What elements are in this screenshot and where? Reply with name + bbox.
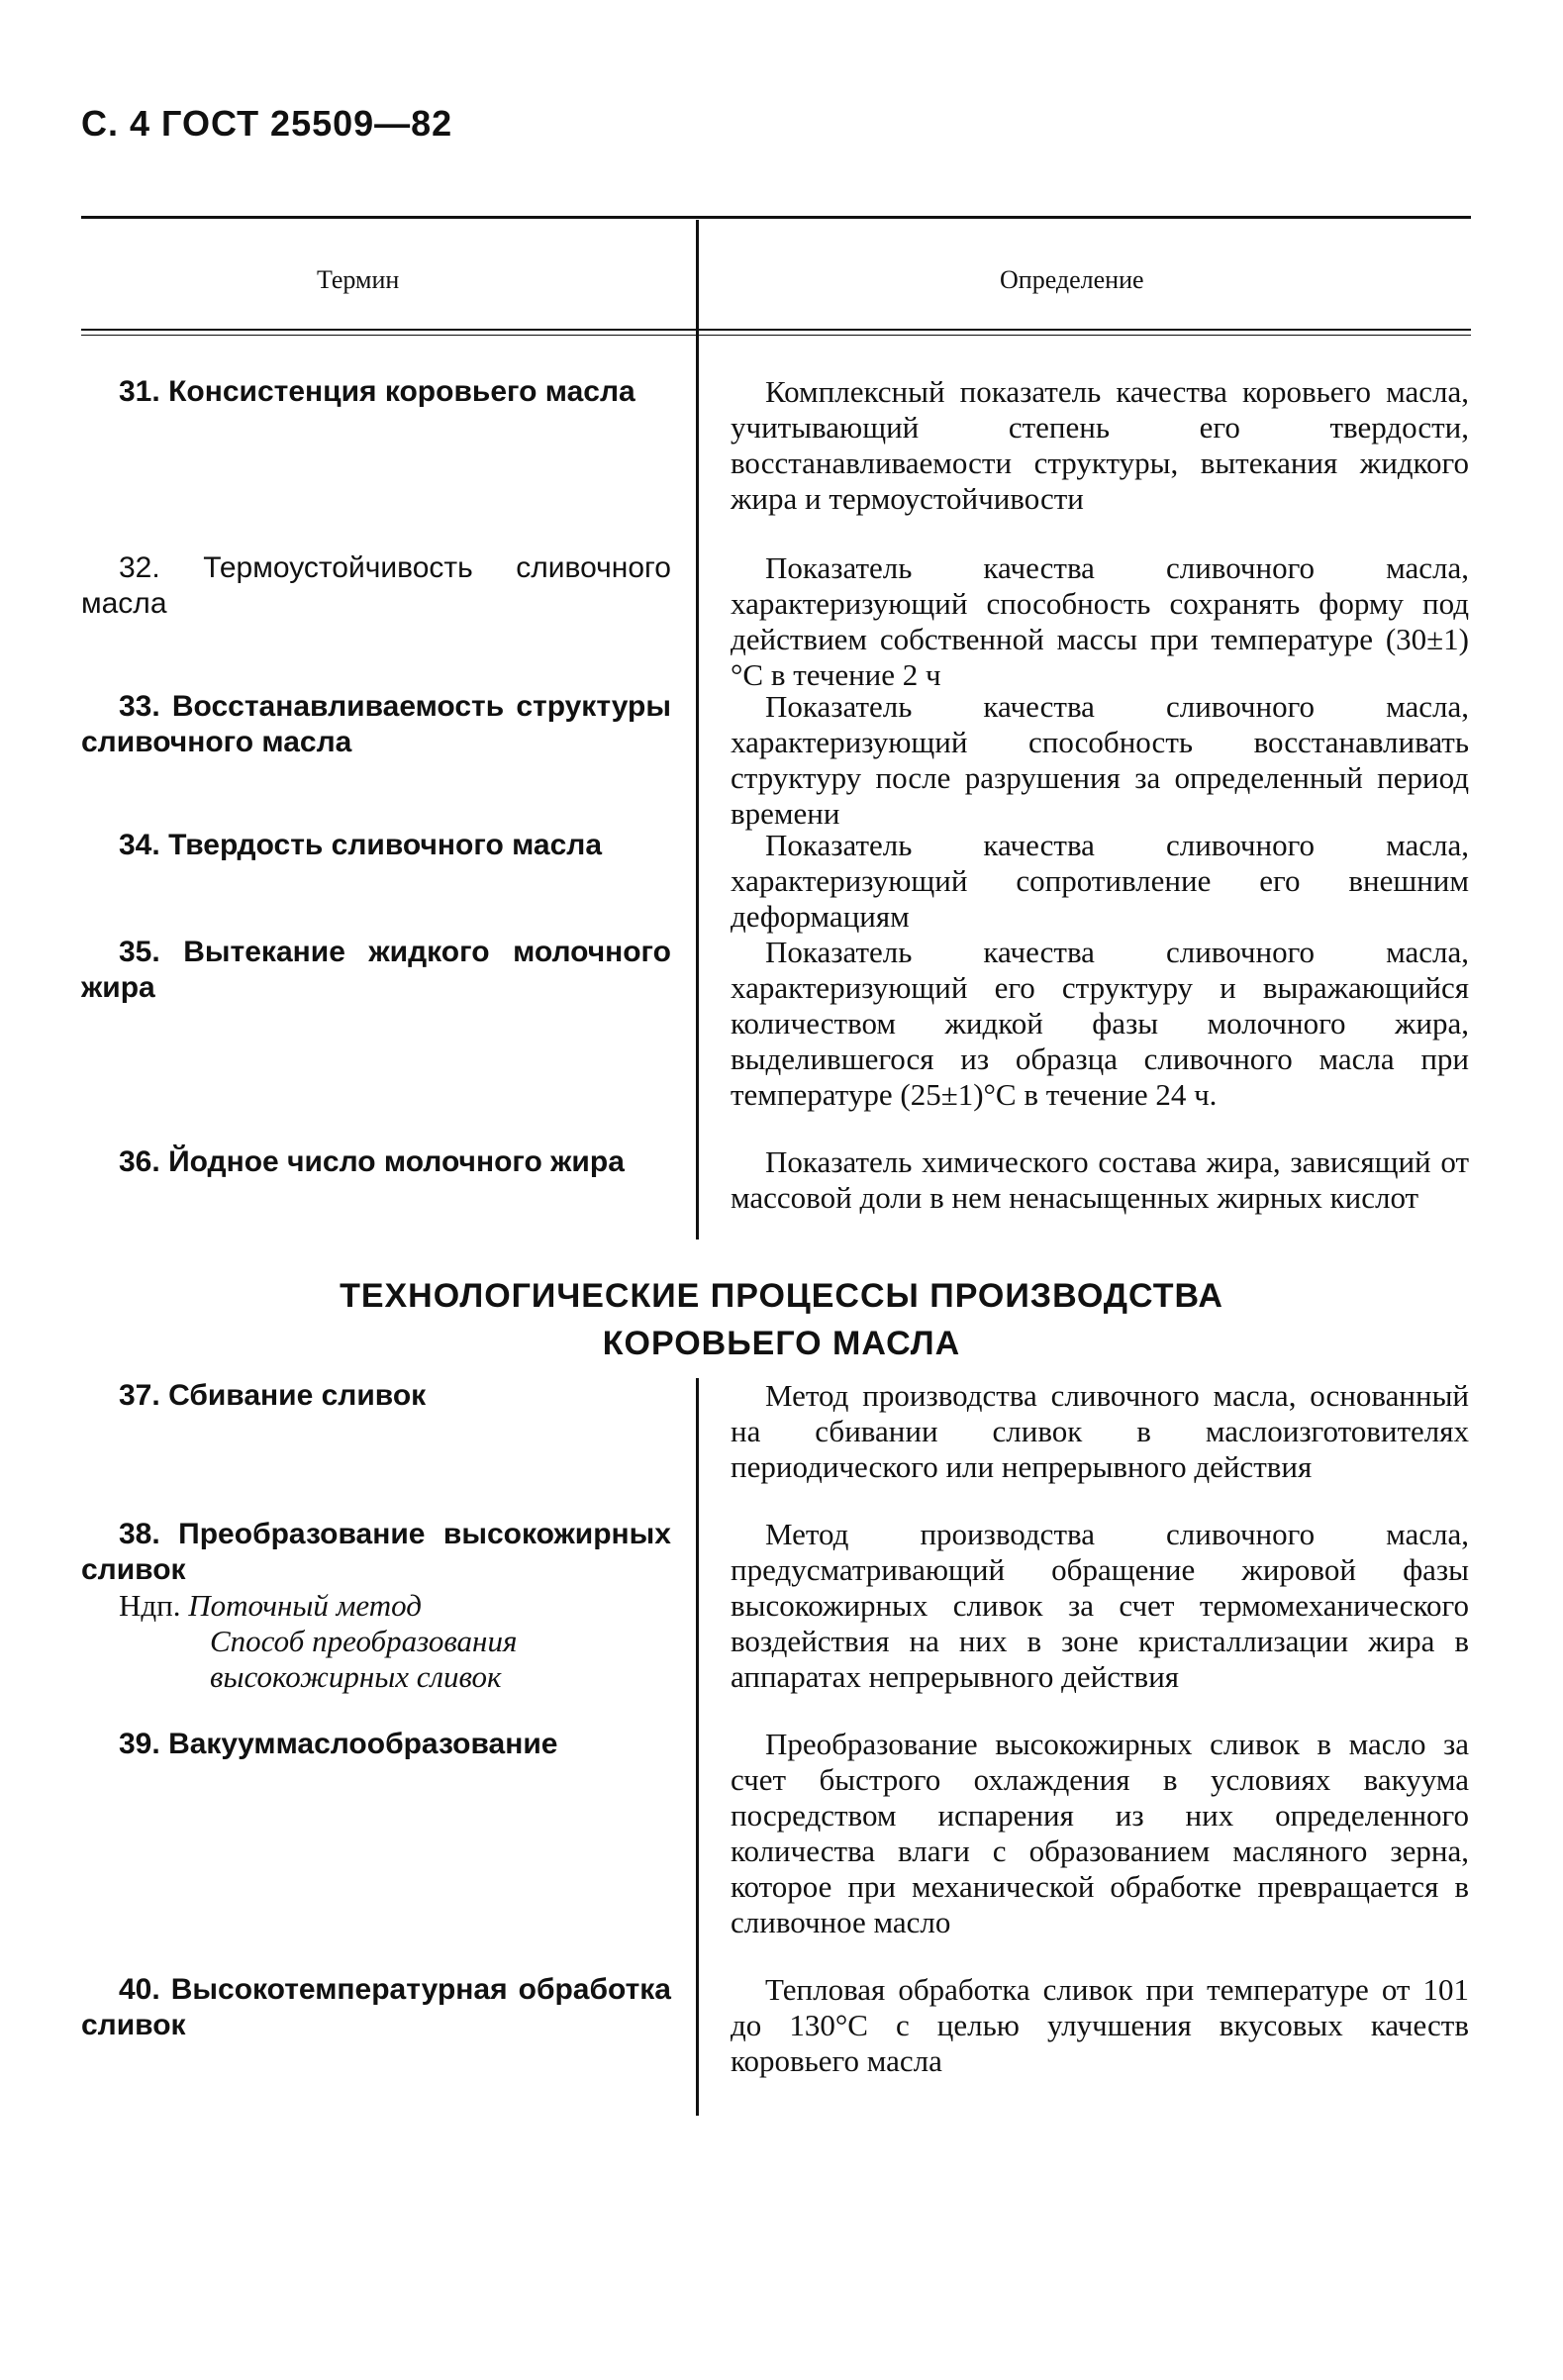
term-31: 31. Консистенция коровьего масла bbox=[119, 375, 635, 408]
page-header: С. 4 ГОСТ 25509—82 bbox=[81, 103, 453, 144]
definition-35: Показатель качества сливочного масла, характеризующий его структуру и выражающийся количеством жидкой фазы молочного жира, выделившегося из образца сливочного масла при температуре (25±1)°С в течение 24 ч. bbox=[731, 935, 1469, 1112]
section-title-line-2: КОРОВЬЕГО МАСЛА bbox=[602, 1325, 961, 1362]
header-bottom-rule bbox=[81, 329, 1471, 331]
definition-40: Тепловая обработка сливок при температуре от 101 до 130°С с целью улучшения вкусовых качеств коровьего масла bbox=[731, 1972, 1469, 2078]
definition-36: Показатель химического состава жира, зависящий от массовой доли в нем ненасыщенных жирных кислот bbox=[731, 1144, 1469, 1215]
term-32: 32. Термоустойчивость сливочного масла bbox=[81, 551, 671, 620]
term-37: 37. Сбивание сливок bbox=[119, 1379, 427, 1412]
definition-32: Показатель качества сливочного масла, характеризующий способность сохранять форму под действием собственной массы при температуре (30±1)°С в течение 2 ч bbox=[731, 550, 1469, 692]
column-header-definition: Определение bbox=[1000, 265, 1144, 294]
definition-37: Метод производства сливочного масла, основанный на сбивании сливок в маслоизготовителях периодического или непрерывного действия bbox=[731, 1378, 1469, 1484]
term-40: 40. Высокотемпературная обработка сливок bbox=[81, 1973, 671, 2041]
section-title-line-1: ТЕХНОЛОГИЧЕСКИЕ ПРОЦЕССЫ ПРОИЗВОДСТВА bbox=[340, 1277, 1223, 1315]
term-34: 34. Твердость сливочного масла bbox=[119, 829, 603, 861]
column-header-term: Термин bbox=[317, 265, 400, 294]
header-bottom-rule-2 bbox=[81, 335, 1471, 336]
deprecated-synonyms: Ндп. Поточный метод Способ преобразования высокожирных сливок bbox=[119, 1588, 518, 1694]
section-title bbox=[0, 1272, 1563, 1367]
column-divider-top bbox=[696, 220, 699, 1240]
definition-33: Показатель качества сливочного масла, характеризующий способность восстанавливать структуру после разрушения за определенный период времени bbox=[731, 689, 1469, 831]
definition-38: Метод производства сливочного масла, предусматривающий обращение жировой фазы высокожирных сливок за счет термомеханического воздействия на них в зоне кристаллизации жира в аппаратах непрерывного действия bbox=[731, 1517, 1469, 1694]
table-top-rule bbox=[81, 216, 1471, 219]
definition-39: Преобразование высокожирных сливок в масло за счет быстрого охлаждения в условиях вакуума посредством испарения из них определенного количества влаги с образованием масляного зерна, которое при механической обработке превращается в сливочное масло bbox=[731, 1727, 1469, 1939]
term-38: 38. Преобразование высокожирных сливок Ндп. Поточный метод Способ преобразования высокожирных сливок bbox=[81, 1518, 671, 1694]
term-35: 35. Вытекание жидкого молочного жира bbox=[81, 936, 671, 1004]
term-39: 39. Вакууммаслообразование bbox=[119, 1728, 558, 1760]
term-36: 36. Йодное число молочного жира bbox=[119, 1145, 625, 1178]
definition-31: Комплексный показатель качества коровьего масла, учитывающий степень его твердости, восстанавливаемости структуры, вытекания жидкого жира и термоустойчивости bbox=[731, 374, 1469, 516]
definition-34: Показатель качества сливочного масла, характеризующий сопротивление его внешним деформациям bbox=[731, 828, 1469, 934]
term-33: 33. Восстанавливаемость структуры сливочного масла bbox=[81, 690, 671, 758]
column-divider-bottom bbox=[696, 1378, 699, 2116]
